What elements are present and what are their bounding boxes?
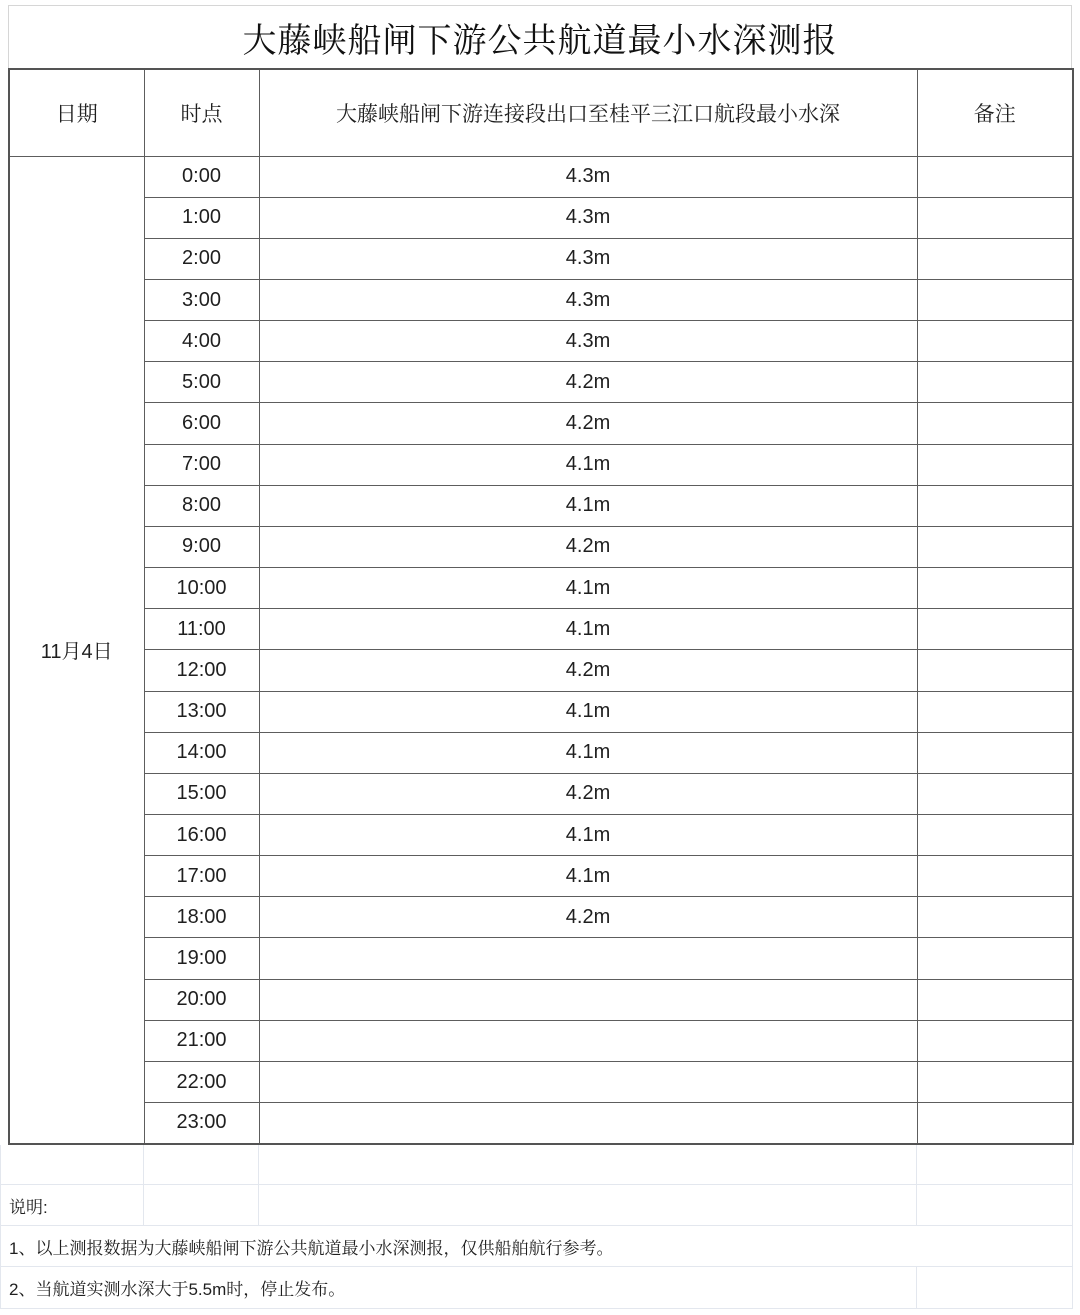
table-row xyxy=(9,444,1073,485)
empty-cell xyxy=(259,1185,917,1226)
page-title: 大藤峡船闸下游公共航道最小水深测报 xyxy=(242,21,838,60)
depth-cell: 4.1m xyxy=(259,568,917,609)
time-cell: 17:00 xyxy=(144,856,259,897)
table-row xyxy=(9,650,1073,691)
depth-cell xyxy=(259,1103,917,1144)
notes-label: 说明: xyxy=(1,1185,144,1226)
header-depth: 大藤峡船闸下游连接段出口至桂平三江口航段最小水深 xyxy=(259,69,917,156)
depth-cell: 4.3m xyxy=(259,321,917,362)
depth-cell xyxy=(259,979,917,1020)
depth-cell: 4.2m xyxy=(259,650,917,691)
report-title-cell xyxy=(8,5,1072,68)
time-cell: 22:00 xyxy=(144,1061,259,1102)
depth-cell: 4.1m xyxy=(259,732,917,773)
time-cell: 7:00 xyxy=(144,444,259,485)
remark-cell xyxy=(917,856,1073,897)
remark-cell xyxy=(917,321,1073,362)
time-cell: 18:00 xyxy=(144,897,259,938)
depth-cell: 4.1m xyxy=(259,815,917,856)
empty-row xyxy=(1,1145,1073,1185)
table-row xyxy=(9,897,1073,938)
empty-cell xyxy=(917,1267,1073,1309)
empty-cell xyxy=(259,1145,917,1185)
table-row xyxy=(9,485,1073,526)
remark-cell xyxy=(917,444,1073,485)
remark-cell xyxy=(917,732,1073,773)
table-row xyxy=(9,156,1073,197)
date-cell: 11月4日 xyxy=(9,156,144,1144)
time-cell: 12:00 xyxy=(144,650,259,691)
table-row xyxy=(9,238,1073,279)
remark-cell xyxy=(917,156,1073,197)
table-row xyxy=(9,773,1073,814)
time-cell: 9:00 xyxy=(144,526,259,567)
remark-cell xyxy=(917,938,1073,979)
time-cell: 6:00 xyxy=(144,403,259,444)
header-remark: 备注 xyxy=(917,69,1073,156)
depth-cell: 4.1m xyxy=(259,485,917,526)
empty-cell xyxy=(144,1185,259,1226)
notes-label-row xyxy=(1,1185,1073,1226)
depth-cell: 4.2m xyxy=(259,773,917,814)
time-cell: 19:00 xyxy=(144,938,259,979)
depth-cell xyxy=(259,938,917,979)
remark-cell xyxy=(917,1103,1073,1144)
table-row xyxy=(9,1103,1073,1144)
table-row xyxy=(9,732,1073,773)
empty-cell xyxy=(917,1185,1073,1226)
table-row xyxy=(9,568,1073,609)
time-cell: 10:00 xyxy=(144,568,259,609)
depth-cell: 4.3m xyxy=(259,197,917,238)
remark-cell xyxy=(917,362,1073,403)
remark-cell xyxy=(917,897,1073,938)
remark-cell xyxy=(917,485,1073,526)
depth-cell: 4.1m xyxy=(259,444,917,485)
remark-cell xyxy=(917,526,1073,567)
remark-cell xyxy=(917,650,1073,691)
remark-cell xyxy=(917,1061,1073,1102)
remark-cell xyxy=(917,1020,1073,1061)
time-cell: 2:00 xyxy=(144,238,259,279)
time-cell: 11:00 xyxy=(144,609,259,650)
table-row xyxy=(9,938,1073,979)
table-row xyxy=(9,526,1073,567)
remark-cell xyxy=(917,197,1073,238)
note-2: 2、当航道实测水深大于5.5m时，停止发布。 xyxy=(1,1267,917,1309)
remark-cell xyxy=(917,979,1073,1020)
depth-cell: 4.3m xyxy=(259,238,917,279)
table-row xyxy=(9,197,1073,238)
table-row xyxy=(9,691,1073,732)
depth-cell: 4.2m xyxy=(259,526,917,567)
time-cell: 15:00 xyxy=(144,773,259,814)
table-row xyxy=(9,979,1073,1020)
depth-cell xyxy=(259,1061,917,1102)
table-row xyxy=(9,815,1073,856)
note-row-1 xyxy=(1,1226,1073,1267)
table-row xyxy=(9,1061,1073,1102)
remark-cell xyxy=(917,773,1073,814)
remark-cell xyxy=(917,609,1073,650)
remark-cell xyxy=(917,279,1073,320)
table-row xyxy=(9,362,1073,403)
remark-cell xyxy=(917,238,1073,279)
time-cell: 21:00 xyxy=(144,1020,259,1061)
depth-cell: 4.2m xyxy=(259,403,917,444)
depth-cell: 4.1m xyxy=(259,609,917,650)
time-cell: 1:00 xyxy=(144,197,259,238)
time-cell: 20:00 xyxy=(144,979,259,1020)
remark-cell xyxy=(917,815,1073,856)
depth-cell: 4.3m xyxy=(259,156,917,197)
time-cell: 8:00 xyxy=(144,485,259,526)
notes-area xyxy=(0,1145,1073,1310)
depth-cell: 4.2m xyxy=(259,362,917,403)
remark-cell xyxy=(917,691,1073,732)
time-cell: 5:00 xyxy=(144,362,259,403)
table-row xyxy=(9,856,1073,897)
time-cell: 16:00 xyxy=(144,815,259,856)
time-cell: 0:00 xyxy=(144,156,259,197)
empty-cell xyxy=(144,1145,259,1185)
depth-cell xyxy=(259,1020,917,1061)
header-date: 日期 xyxy=(9,69,144,156)
table-row xyxy=(9,321,1073,362)
depth-cell: 4.2m xyxy=(259,897,917,938)
table-row xyxy=(9,279,1073,320)
table-row xyxy=(9,403,1073,444)
time-cell: 4:00 xyxy=(144,321,259,362)
header-row xyxy=(9,69,1073,156)
empty-cell xyxy=(917,1145,1073,1185)
time-cell: 14:00 xyxy=(144,732,259,773)
depth-cell: 4.1m xyxy=(259,856,917,897)
remark-cell xyxy=(917,403,1073,444)
header-time: 时点 xyxy=(144,69,259,156)
table-row xyxy=(9,609,1073,650)
note-1: 1、以上测报数据为大藤峡船闸下游公共航道最小水深测报，仅供船舶航行参考。 xyxy=(1,1226,1073,1267)
table-row xyxy=(9,1020,1073,1061)
note-row-2 xyxy=(1,1267,1073,1309)
depth-cell: 4.3m xyxy=(259,279,917,320)
remark-cell xyxy=(917,568,1073,609)
depth-report-table xyxy=(8,68,1074,1145)
time-cell: 13:00 xyxy=(144,691,259,732)
time-cell: 3:00 xyxy=(144,279,259,320)
time-cell: 23:00 xyxy=(144,1103,259,1144)
empty-cell xyxy=(1,1145,144,1185)
depth-cell: 4.1m xyxy=(259,691,917,732)
